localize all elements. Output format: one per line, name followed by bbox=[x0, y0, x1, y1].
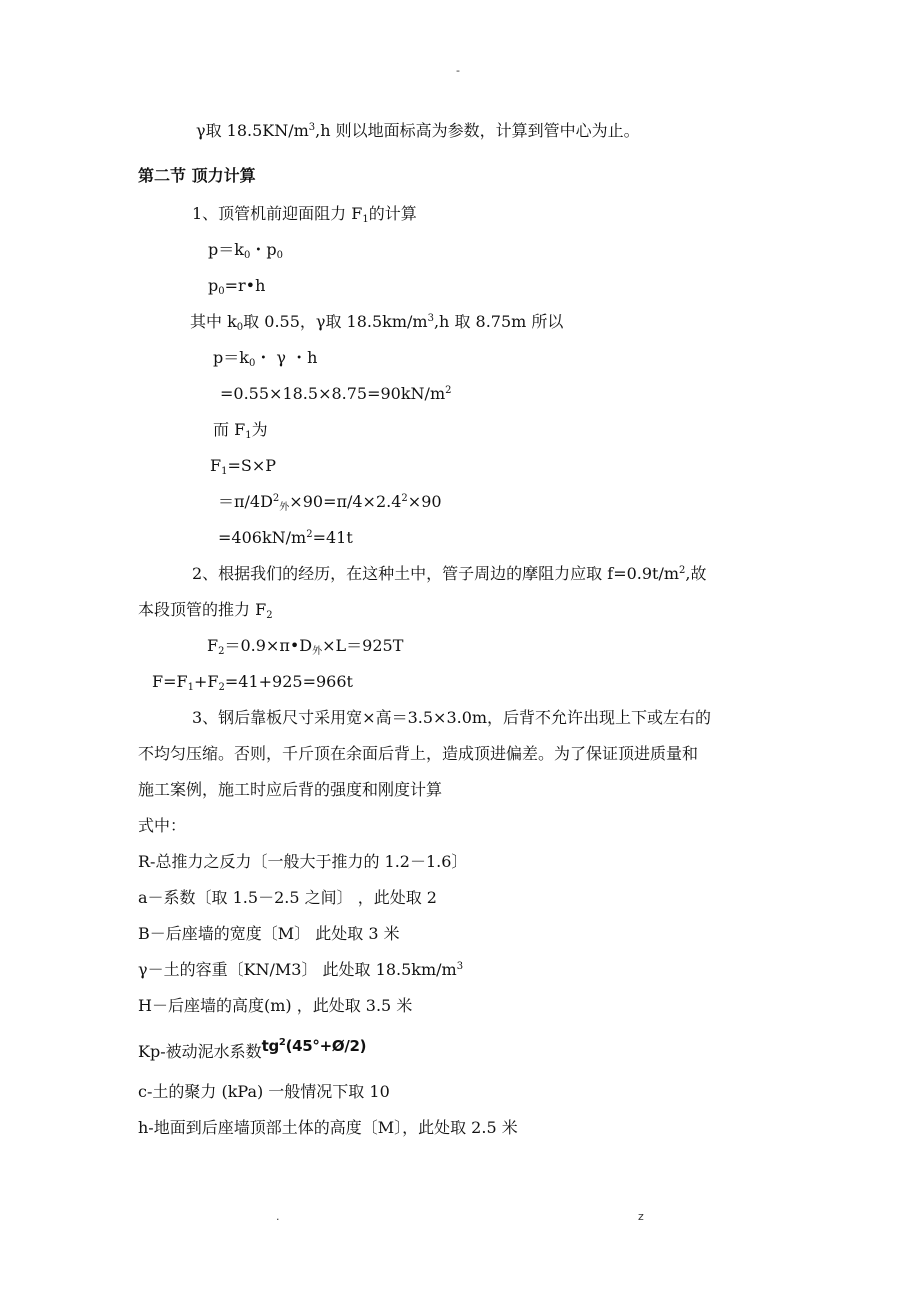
sub: 0 bbox=[276, 250, 283, 261]
sup: 3 bbox=[427, 313, 434, 324]
equation-p bbox=[208, 240, 283, 260]
sub: 1 bbox=[362, 214, 369, 225]
text: p＝k bbox=[213, 348, 249, 367]
text: 2、根据我们的经历，在这种土中，管子周边的摩阻力应取 f=0.9t/m bbox=[192, 564, 680, 583]
gamma-line bbox=[196, 121, 640, 141]
text: ,h 取 8.75m 所以 bbox=[433, 312, 564, 331]
text: +F bbox=[193, 672, 219, 691]
footer-right-mark: z bbox=[638, 1210, 644, 1223]
text: p＝k bbox=[208, 240, 244, 259]
item3-line3: 施工案例，施工时应后背的强度和刚度计算 bbox=[138, 780, 443, 799]
text: ,故 bbox=[685, 564, 707, 583]
header-mark: - bbox=[456, 64, 460, 77]
definition-c: c-土的聚力 (kPa) 一般情况下取 10 bbox=[138, 1082, 390, 1101]
text: F=F bbox=[152, 672, 188, 691]
text: ,h 则以地面标高为参数，计算到管中心为止。 bbox=[315, 121, 640, 140]
equation-p3 bbox=[220, 384, 452, 404]
text: ・ γ ・h bbox=[255, 348, 318, 367]
sup: 2 bbox=[272, 493, 280, 504]
definition-gamma bbox=[138, 960, 463, 980]
sup: 2 bbox=[306, 529, 313, 540]
text: ×L＝925T bbox=[322, 636, 404, 655]
equation-f1 bbox=[210, 456, 276, 476]
formula-label: 式中： bbox=[138, 816, 187, 835]
text: 的计算 bbox=[368, 204, 417, 223]
equation-p0 bbox=[208, 276, 265, 296]
definition-h: H－后座墙的高度(m) ，此处取 3.5 米 bbox=[138, 996, 413, 1015]
text: γ取 18.5KN/m bbox=[196, 121, 309, 140]
text: =41t bbox=[312, 528, 353, 547]
where-line bbox=[190, 312, 563, 332]
text: F bbox=[207, 636, 219, 655]
text: ・p bbox=[250, 240, 277, 259]
text: p bbox=[208, 276, 219, 295]
item3-line1: 3、钢后靠板尺寸采用宽×高＝3.5×3.0m，后背不允许出现上下或左右的 bbox=[192, 708, 712, 727]
text: ×90 bbox=[407, 492, 442, 511]
text: 为 bbox=[251, 420, 268, 439]
sup: 3 bbox=[308, 122, 316, 133]
item1-title bbox=[192, 204, 417, 224]
equation-f bbox=[152, 672, 353, 692]
text: ＝π/4D bbox=[218, 492, 273, 511]
sub: 外 bbox=[312, 646, 323, 657]
sup: 2 bbox=[679, 565, 686, 576]
item3-line2: 不均匀压缩。否则，千斤顶在余面后背上，造成顶进偏差。为了保证顶进质量和 bbox=[138, 744, 699, 763]
sub: 0 bbox=[248, 358, 256, 369]
text: =0.55×18.5×8.75=90kN/m bbox=[220, 384, 446, 403]
sub: 1 bbox=[221, 466, 228, 477]
sub: 0 bbox=[236, 322, 244, 333]
text: Kp-被动泥水系数 bbox=[138, 1042, 262, 1061]
text: 1、顶管机前迎面阻力 F bbox=[192, 204, 363, 223]
definition-a: a－系数〔取 1.5－2.5 之间〕 ，此处取 2 bbox=[138, 888, 437, 907]
sub: 0 bbox=[218, 286, 225, 297]
sup: 2 bbox=[401, 493, 408, 504]
definition-hh: h-地面到后座墙顶部土体的高度〔M〕，此处取 2.5 米 bbox=[138, 1118, 518, 1137]
item2-line1 bbox=[192, 564, 707, 584]
definition-kp bbox=[138, 1037, 367, 1062]
equation-p2 bbox=[213, 348, 317, 368]
sub: 2 bbox=[266, 610, 273, 621]
text: =41+925=966t bbox=[224, 672, 353, 691]
text: 取 0.55，γ取 18.5km/m bbox=[243, 312, 428, 331]
text: =S×P bbox=[227, 456, 277, 475]
text: =r•h bbox=[224, 276, 266, 295]
text: 而 F bbox=[213, 420, 246, 439]
sub: 1 bbox=[245, 430, 252, 441]
sup: 3 bbox=[456, 961, 464, 972]
and-f1-line bbox=[213, 420, 268, 440]
equation-f2 bbox=[207, 636, 403, 656]
sub: 0 bbox=[243, 250, 251, 261]
kp-formula-image bbox=[262, 1037, 367, 1055]
text: ＝0.9×π•D bbox=[224, 636, 313, 655]
text: ×90=π/4×2.4 bbox=[289, 492, 402, 511]
text: F bbox=[210, 456, 222, 475]
footer-left-mark: . bbox=[276, 1210, 280, 1223]
section-title: 第二节 顶力计算 bbox=[138, 166, 256, 185]
text: tg bbox=[261, 1037, 279, 1055]
text: γ－土的容重〔KN/M3〕 此处取 18.5km/m bbox=[138, 960, 457, 979]
sub: 1 bbox=[187, 682, 194, 693]
sub: 2 bbox=[218, 682, 225, 693]
text: 其中 k bbox=[190, 312, 237, 331]
sub: 2 bbox=[218, 646, 225, 657]
sup: 2 bbox=[445, 385, 452, 396]
text: (45°+Ø/2) bbox=[285, 1037, 367, 1055]
sup: 2 bbox=[278, 1037, 286, 1048]
text: =406kN/m bbox=[218, 528, 307, 547]
item2-line2 bbox=[138, 600, 273, 620]
equation-f1b bbox=[218, 492, 442, 512]
equation-f1c bbox=[218, 528, 353, 548]
sub: 外 bbox=[279, 502, 290, 513]
definition-r: R-总推力之反力〔一般大于推力的 1.2－1.6〕 bbox=[138, 852, 468, 871]
definition-b: B－后座墙的宽度〔M〕 此处取 3 米 bbox=[138, 924, 400, 943]
text: 本段顶管的推力 F bbox=[138, 600, 267, 619]
